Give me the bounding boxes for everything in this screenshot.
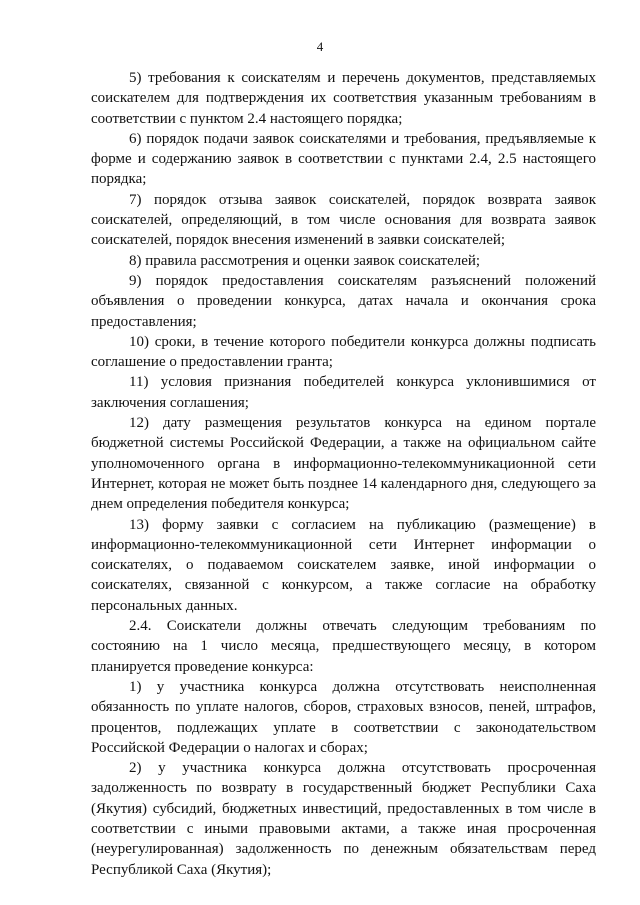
paragraph-item-5: 5) требования к соискателям и перечень документов, представляемых соискателем для подтверждения их соответствия указанным требованиям в соответствии с пунктом 2.4 настоящего порядка;: [91, 70, 596, 127]
page-number: 4: [316, 39, 324, 54]
requirement-item-2: 2) у участника конкурса должна отсутствовать просроченная задолженность по возврату в государственный бюджет Республики Саха (Якутия) субсидий, бюджетных инвестиций, предоставленных в том числе в соответствии с иными правовыми актами, а также иная просроченная (неурегулированная) задолженность по денежным обязательствам перед Республикой Саха (Якутия);: [91, 760, 596, 878]
paragraph-item-12: 12) дату размещения результатов конкурса на едином портале бюджетной системы Российской Федерации, а также на официальном сайте уполномоченного органа в информационно-телекоммуникационной сети Интернет, которая не может быть позднее 14 календарного дня, следующего за днем определения победителя конкурса;: [91, 415, 596, 513]
paragraph-item-7: 7) порядок отзыва заявок соискателей, порядок возврата заявок соискателей, определяющий, в том числе основания для возврата заявок соискателей, порядок внесения изменений в заявки соискателей;: [91, 191, 596, 249]
paragraph-item-8: 8) правила рассмотрения и оценки заявок соискателей;: [129, 252, 481, 269]
document-body: [91, 68, 596, 880]
paragraph-item-6: 6) порядок подачи заявок соискателями и требования, предъявляемые к форме и содержанию заявок в соответствии с пунктами 2.4, 2.5 настоящего порядка;: [91, 130, 596, 188]
requirement-item-1: 1) у участника конкурса должна отсутствовать неисполненная обязанность по уплате налогов, сборов, страховых взносов, пеней, штрафов, процентов, подлежащих уплате в соответствии с законодательством Российской Федерации о налогах и сборах;: [91, 678, 596, 756]
paragraph-item-9: 9) порядок предоставления соискателям разъяснений положений объявления о проведении конкурса, датах начала и окончания срока предоставления;: [91, 272, 596, 330]
paragraph-item-13: 13) форму заявки с согласием на публикацию (размещение) в информационно-телекоммуникационной сети Интернет информации о соискателях, о подаваемом соискателем заявке, иной информации о соискателях, связанной с конкурсом, а также согласие на обработку персональных данных.: [91, 516, 596, 614]
paragraph-item-10: 10) сроки, в течение которого победители конкурса должны подписать соглашение о предоставлении гранта;: [91, 333, 596, 371]
section-2-4: 2.4. Соискатели должны отвечать следующим требованиям по состоянию на 1 число месяца, предшествующего месяцу, в котором планируется проведение конкурса:: [91, 618, 596, 675]
paragraph-item-11: 11) условия признания победителей конкурса уклонившимися от заключения соглашения;: [91, 374, 596, 411]
